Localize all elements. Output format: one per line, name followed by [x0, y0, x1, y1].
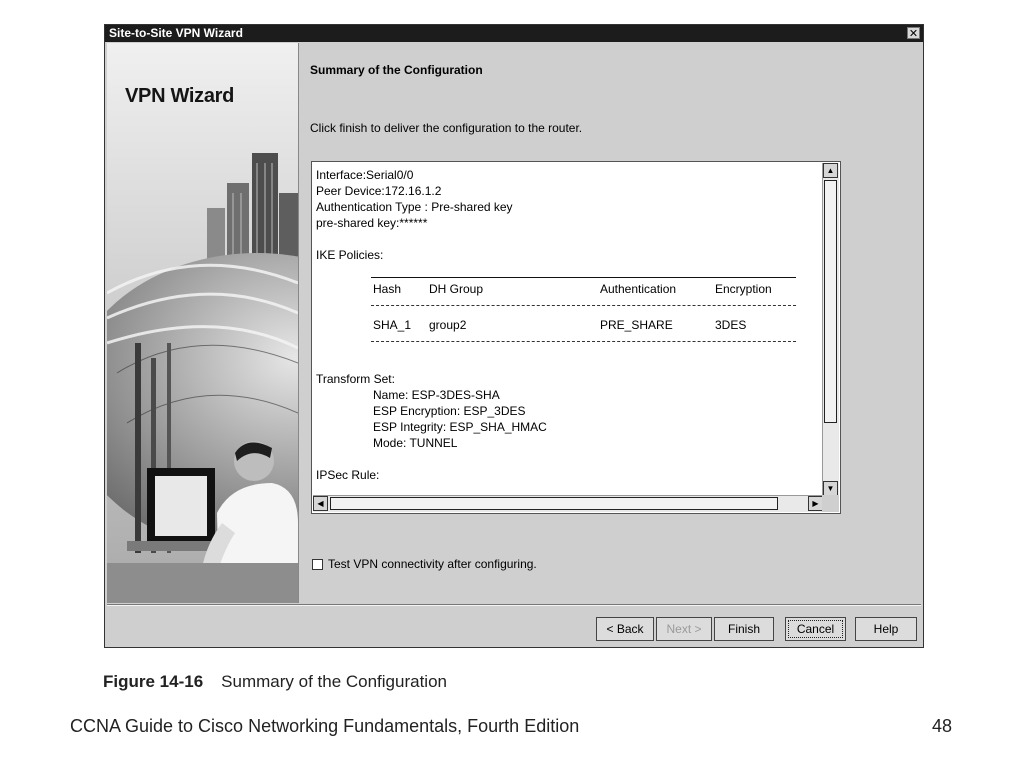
ike-cell-encryption: 3DES [715, 318, 747, 332]
vertical-scroll-thumb[interactable] [824, 180, 837, 423]
arrow-up-icon: ▲ [826, 166, 835, 175]
scroll-right-button[interactable] [808, 496, 823, 511]
ike-policies-label: IKE Policies: [316, 248, 384, 262]
finish-button[interactable]: Finish [714, 617, 774, 641]
instruction-text: Click finish to deliver the configuration to the router. [310, 121, 583, 135]
ike-header-authentication: Authentication [600, 282, 677, 296]
book-title: CCNA Guide to Cisco Networking Fundamentals, Fourth Edition [70, 716, 580, 736]
test-connectivity-checkbox[interactable] [312, 559, 323, 570]
page-number: 48 [932, 716, 953, 736]
test-connectivity-option[interactable] [312, 557, 537, 571]
figure-title: Summary of the Configuration [221, 672, 447, 691]
ike-cell-authentication: PRE_SHARE [600, 318, 673, 332]
footer-divider [107, 604, 921, 606]
wizard-illustration [107, 43, 298, 603]
summary-content [313, 163, 823, 496]
wizard-title: VPN Wizard [125, 85, 235, 107]
vpn-wizard-dialog [104, 24, 924, 648]
ike-header-hash: Hash [373, 282, 402, 296]
summary-preshared-key: pre-shared key:****** [316, 216, 428, 230]
test-connectivity-label[interactable]: Test VPN connectivity after configuring. [328, 557, 537, 571]
page-title: Summary of the Configuration [310, 63, 483, 77]
transform-name: Name: ESP-3DES-SHA [373, 388, 500, 402]
transform-set-label: Transform Set: [316, 372, 395, 386]
arrow-left-icon: ◀ [317, 499, 324, 508]
close-icon: ✕ [908, 28, 919, 40]
transform-mode: Mode: TUNNEL [373, 436, 458, 450]
ike-table-mid-rule [371, 305, 796, 306]
help-button[interactable]: Help [855, 617, 917, 641]
ike-table-top-rule [371, 277, 796, 278]
summary-interface: Interface:Serial0/0 [316, 168, 414, 182]
ipsec-rule-label: IPSec Rule: [316, 468, 380, 482]
scroll-down-button[interactable] [823, 481, 838, 496]
figure-number: Figure 14-16 [103, 672, 204, 691]
summary-auth-type: Authentication Type : Pre-shared key [316, 200, 513, 214]
summary-horizontal-scrollbar[interactable] [313, 495, 823, 512]
scrollbar-corner [822, 495, 839, 512]
window-title: Site-to-Site VPN Wizard [109, 26, 243, 40]
arrow-down-icon: ▼ [826, 484, 835, 493]
close-button[interactable] [907, 27, 920, 39]
arrow-right-icon: ▶ [812, 499, 819, 508]
summary-vertical-scrollbar[interactable] [822, 163, 839, 496]
ike-header-encryption: Encryption [715, 282, 772, 296]
summary-text-area[interactable] [311, 161, 841, 514]
transform-integrity: ESP Integrity: ESP_SHA_HMAC [373, 420, 547, 434]
next-button[interactable]: Next > [656, 617, 712, 641]
title-bar[interactable] [105, 25, 923, 42]
scroll-left-button[interactable] [313, 496, 328, 511]
ike-header-dh-group: DH Group [429, 282, 484, 296]
ike-cell-hash: SHA_1 [373, 318, 412, 332]
cancel-button[interactable]: Cancel [785, 617, 846, 641]
ike-cell-dh-group: group2 [429, 318, 467, 332]
summary-peer-device: Peer Device:172.16.1.2 [316, 184, 442, 198]
figure-caption [103, 672, 447, 692]
scroll-up-button[interactable] [823, 163, 838, 178]
wizard-side-panel [107, 43, 299, 603]
transform-encryption: ESP Encryption: ESP_3DES [373, 404, 526, 418]
horizontal-scroll-thumb[interactable] [330, 497, 778, 510]
back-button[interactable]: < Back [596, 617, 654, 641]
ike-table-bottom-rule [371, 341, 796, 342]
